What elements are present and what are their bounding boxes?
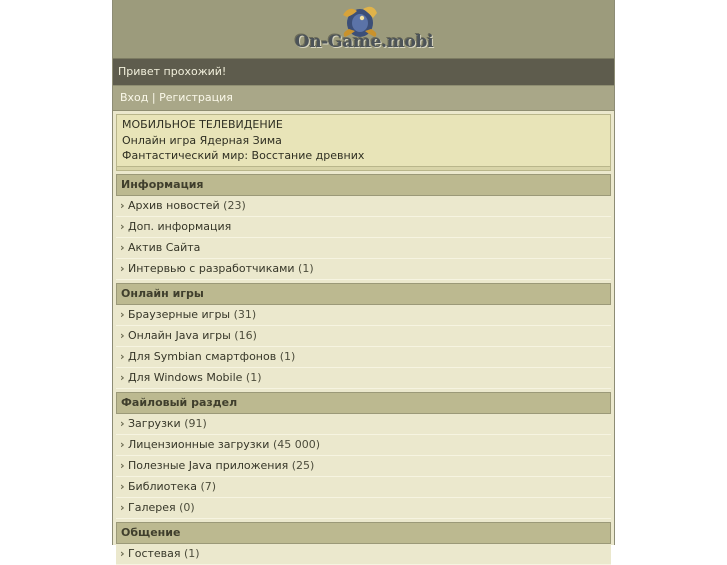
list-item[interactable] (116, 435, 611, 456)
site-logo-text[interactable]: On-Game.mobi (294, 32, 434, 52)
login-link[interactable]: Вход (120, 91, 149, 104)
list-item[interactable] (116, 196, 611, 217)
chevron-right-icon: › (120, 480, 125, 493)
list-item[interactable] (116, 347, 611, 368)
auth-separator: | (148, 91, 160, 104)
promo-link-fantasy-world[interactable]: Фантастический мир: Восстание древних (122, 149, 365, 162)
section-list-communication (116, 544, 611, 565)
promo-link-nuclear-winter[interactable]: Онлайн игра Ядерная Зима (122, 133, 282, 147)
register-link[interactable]: Регистрация (159, 91, 233, 104)
chevron-right-icon: › (120, 438, 125, 451)
list-item-count: (25) (291, 459, 315, 472)
section-header-online-games: Онлайн игры (116, 283, 611, 305)
chevron-right-icon: › (120, 262, 125, 275)
list-item-label: Лицензионные загрузки (128, 438, 270, 451)
list-item-count: (16) (234, 329, 257, 342)
list-item-label: Интервью с разработчиками (128, 262, 295, 275)
list-item-label: Библиотека (128, 480, 197, 493)
list-item[interactable] (116, 305, 611, 326)
list-item-count: (1) (245, 371, 262, 384)
list-item[interactable] (116, 477, 611, 498)
chevron-right-icon: › (120, 547, 125, 560)
list-item-count: (31) (233, 308, 257, 321)
list-item-label: Онлайн Java игры (128, 329, 231, 342)
chevron-right-icon: › (120, 350, 125, 363)
list-item-count: (1) (279, 350, 296, 363)
list-item-count: (0) (179, 501, 195, 514)
list-item-count: (1) (298, 262, 314, 275)
auth-bar (113, 85, 614, 111)
list-item[interactable] (116, 238, 611, 259)
promo-link-tv[interactable]: МОБИЛЬНОЕ ТЕЛЕВИДЕНИЕ (122, 118, 283, 131)
promo-box (116, 114, 611, 167)
list-item-label: Для Symbian смартфонов (128, 350, 277, 363)
list-item-count: (45 000) (272, 438, 321, 451)
list-item[interactable] (116, 456, 611, 477)
chevron-right-icon: › (120, 371, 125, 384)
list-item-label: Загрузки (128, 417, 181, 430)
list-item[interactable] (116, 259, 611, 280)
list-item-label: Полезные Java приложения (128, 459, 289, 472)
list-item-label: Доп. информация (128, 220, 232, 233)
list-item-label: Актив Сайта (128, 241, 201, 254)
section-list-online-games (116, 305, 611, 389)
list-item[interactable] (116, 498, 611, 519)
chevron-right-icon: › (120, 329, 125, 342)
chevron-right-icon: › (120, 417, 125, 430)
chevron-right-icon: › (120, 459, 125, 472)
list-item[interactable] (116, 326, 611, 347)
list-item[interactable] (116, 414, 611, 435)
promo-divider (116, 167, 611, 171)
list-item[interactable] (116, 368, 611, 389)
list-item-count: (1) (184, 547, 200, 560)
section-header-files: Файловый раздел (116, 392, 611, 414)
section-header-info: Информация (116, 174, 611, 196)
section-list-files (116, 414, 611, 519)
chevron-right-icon: › (120, 501, 125, 514)
section-header-communication: Общение (116, 522, 611, 544)
list-item[interactable] (116, 544, 611, 565)
list-item-count: (23) (223, 199, 246, 212)
list-item-label: Архив новостей (128, 199, 220, 212)
chevron-right-icon: › (120, 308, 125, 321)
section-list-info (116, 196, 611, 280)
list-item-label: Для Windows Mobile (128, 371, 243, 384)
list-item-label: Гостевая (128, 547, 181, 560)
chevron-right-icon: › (120, 220, 125, 233)
list-item-count: (7) (200, 480, 217, 493)
greeting-bar: Привет прохожий! (113, 59, 614, 85)
page-container (112, 0, 615, 560)
list-item-label: Галерея (128, 501, 176, 514)
chevron-right-icon: › (120, 241, 125, 254)
list-item-label: Браузерные игры (128, 308, 231, 321)
site-header (113, 0, 614, 59)
list-item-count: (91) (184, 417, 207, 430)
chevron-right-icon: › (120, 199, 125, 212)
list-item[interactable] (116, 217, 611, 238)
